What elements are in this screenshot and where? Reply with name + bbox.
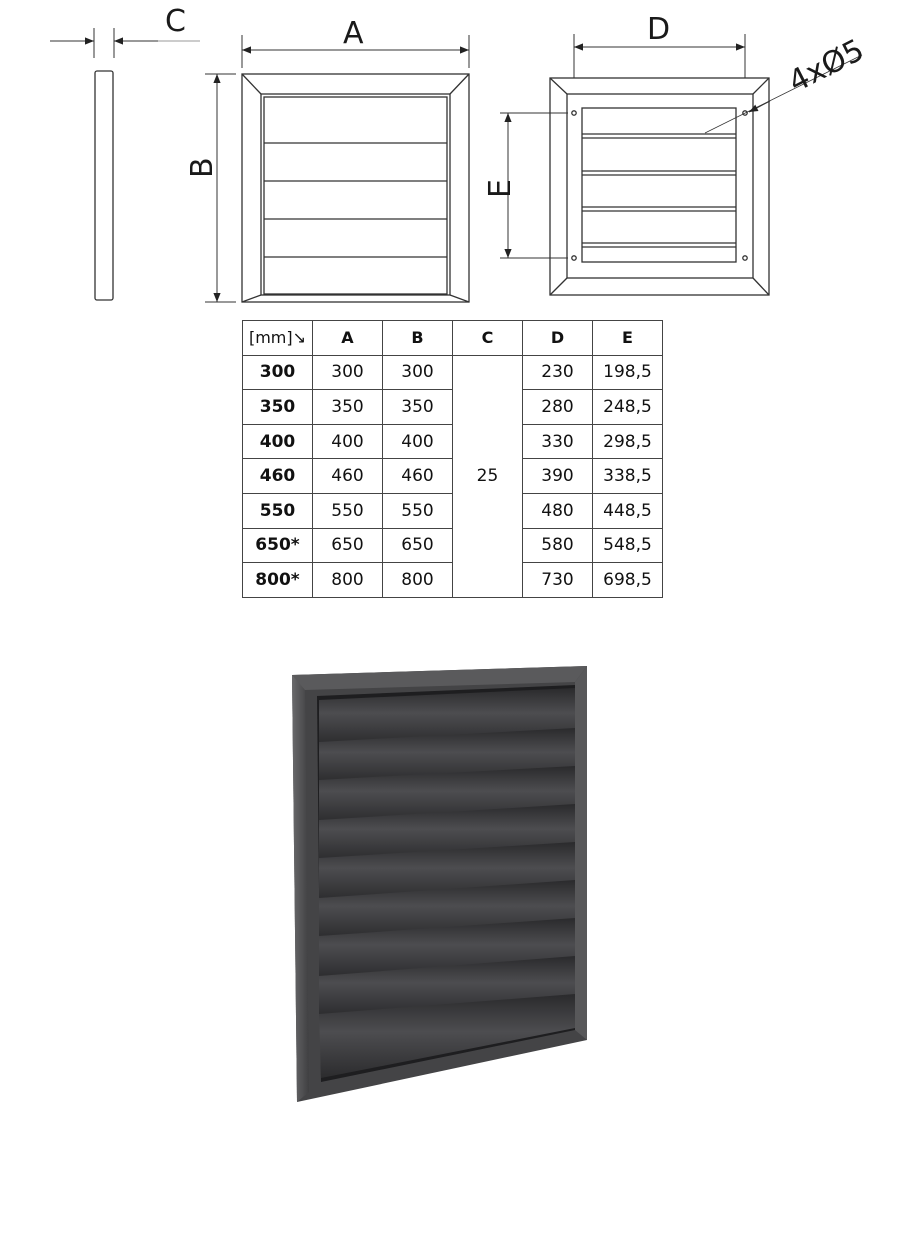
size-cell: 400 — [243, 424, 313, 459]
column-header-b: B — [383, 321, 453, 356]
cell-a: 400 — [313, 424, 383, 459]
cell-d: 580 — [523, 528, 593, 563]
technical-drawings — [0, 0, 922, 320]
cell-e: 698,5 — [593, 563, 663, 598]
dim-label-b: B — [185, 157, 220, 178]
cell-e: 298,5 — [593, 424, 663, 459]
column-header-e: E — [593, 321, 663, 356]
cell-b: 460 — [383, 459, 453, 494]
shutter-blades — [319, 688, 575, 1078]
cell-e: 198,5 — [593, 355, 663, 390]
side-view — [50, 28, 200, 300]
column-header-d: D — [523, 321, 593, 356]
cell-b: 650 — [383, 528, 453, 563]
size-cell: 300 — [243, 355, 313, 390]
cell-a: 460 — [313, 459, 383, 494]
cell-e: 548,5 — [593, 528, 663, 563]
cell-b: 800 — [383, 563, 453, 598]
dim-label-holes: 4xØ5 — [782, 32, 870, 100]
unit-header: [mm]↘ — [243, 321, 313, 356]
cell-b: 550 — [383, 493, 453, 528]
cell-a: 350 — [313, 390, 383, 425]
cell-b: 300 — [383, 355, 453, 390]
cell-d: 390 — [523, 459, 593, 494]
table-header-row — [243, 321, 663, 356]
size-cell: 800* — [243, 563, 313, 598]
dim-label-a: A — [343, 16, 364, 51]
size-cell: 350 — [243, 390, 313, 425]
dimension-table — [242, 320, 663, 598]
product-photo-louvre-shutter — [285, 660, 595, 1110]
dim-label-d: D — [647, 12, 671, 47]
cell-d: 230 — [523, 355, 593, 390]
dim-label-e: E — [483, 179, 518, 198]
front-view — [205, 35, 469, 302]
cell-e: 338,5 — [593, 459, 663, 494]
size-cell: 650* — [243, 528, 313, 563]
cell-d: 280 — [523, 390, 593, 425]
cell-a: 300 — [313, 355, 383, 390]
cell-d: 330 — [523, 424, 593, 459]
cell-d: 730 — [523, 563, 593, 598]
column-header-c: C — [453, 321, 523, 356]
size-cell: 460 — [243, 459, 313, 494]
table-row — [243, 355, 663, 390]
cell-b: 400 — [383, 424, 453, 459]
column-header-a: A — [313, 321, 383, 356]
cell-d: 480 — [523, 493, 593, 528]
cell-b: 350 — [383, 390, 453, 425]
cell-e: 448,5 — [593, 493, 663, 528]
cell-a: 550 — [313, 493, 383, 528]
size-cell: 550 — [243, 493, 313, 528]
cell-e: 248,5 — [593, 390, 663, 425]
cell-a: 800 — [313, 563, 383, 598]
cell-c-common: 25 — [453, 355, 523, 597]
dim-label-c: C — [165, 4, 186, 39]
cell-a: 650 — [313, 528, 383, 563]
